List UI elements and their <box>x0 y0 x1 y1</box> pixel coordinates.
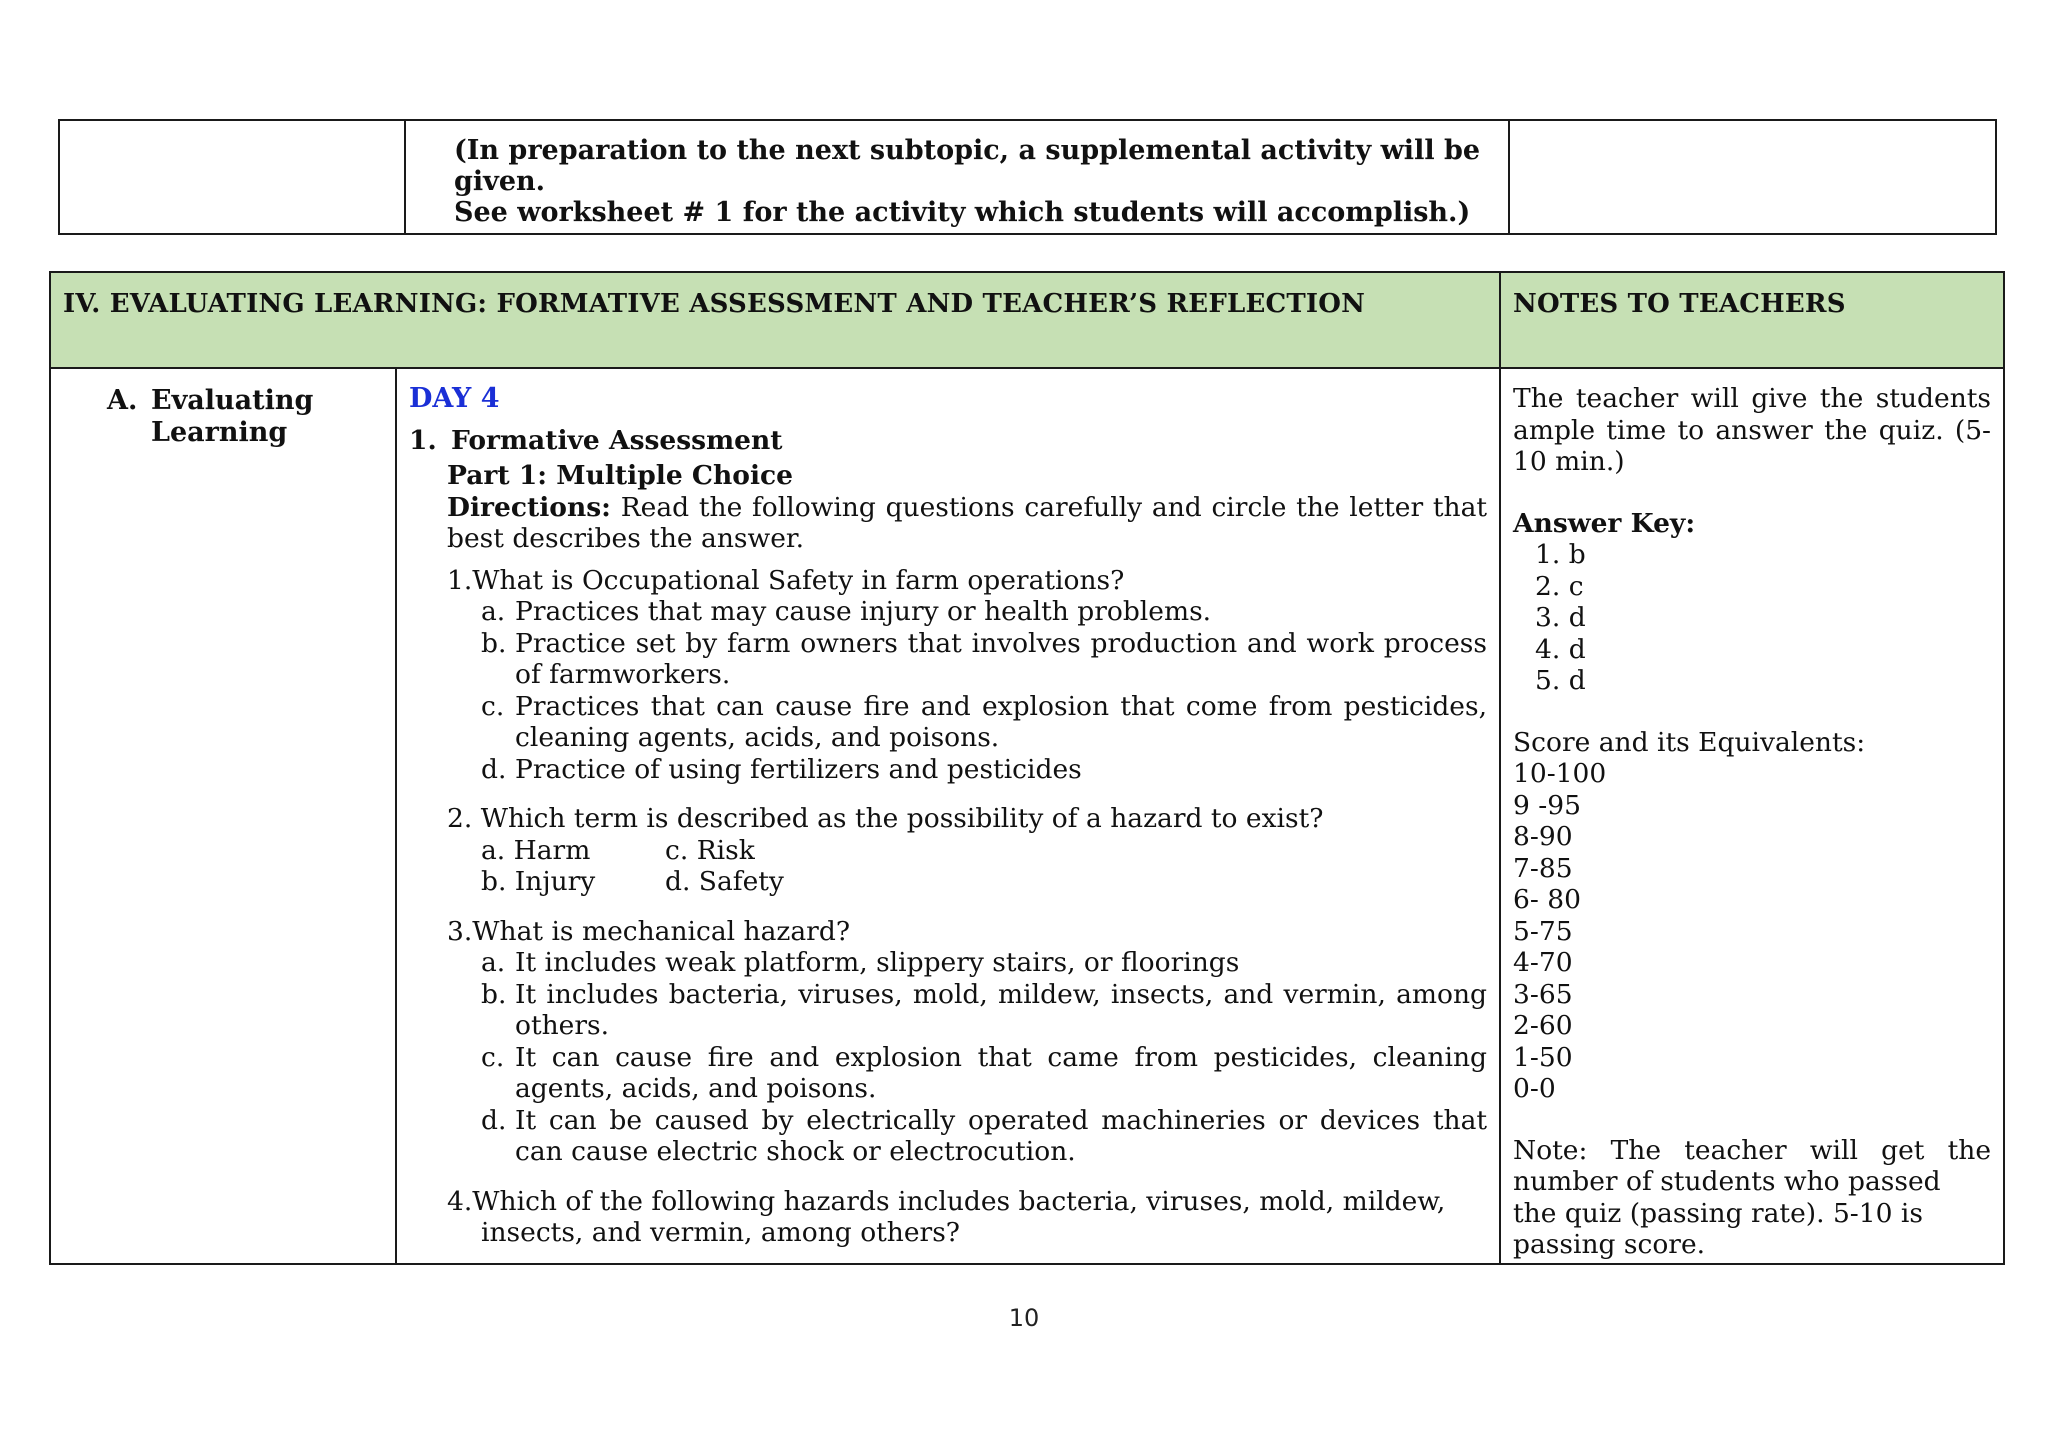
score-item: 3-65 <box>1513 978 1573 1010</box>
question-2-option-b: b. Injury <box>481 866 596 897</box>
answer-key-item: 4. d <box>1535 633 1586 665</box>
question-3-option-a: a. It includes weak platform, slippery stairs, or floorings <box>481 947 1240 978</box>
section-header-title: IV. EVALUATING LEARNING: FORMATIVE ASSESSMENT AND TEACHER’S REFLECTION <box>50 272 1500 368</box>
item-letter: A. <box>107 385 138 416</box>
item-label-line-1: Evaluating <box>151 385 314 416</box>
score-item: 6- 80 <box>1513 884 1581 915</box>
score-item: 8-90 <box>1513 821 1573 852</box>
answer-key-title: Answer Key: <box>1513 507 1696 539</box>
score-item: 2-60 <box>1513 1010 1573 1041</box>
preparation-empty-cell-left <box>59 120 405 234</box>
score-item: 0-0 <box>1513 1073 1556 1104</box>
part-title: Part 1: Multiple Choice <box>447 460 794 491</box>
question-3-option-c: c. It can cause fire and explosion that came from pesticides, cleaning agents, acids, and poisons. <box>481 1041 1488 1104</box>
answer-key-item: 1. b <box>1535 539 1586 570</box>
question-1-option-c: c. Practices that can cause fire and explosion that come from pesticides, cleaning agents, acids, and poisons. <box>481 690 1488 753</box>
notes-to-teachers-header: NOTES TO TEACHERS <box>1500 272 2004 368</box>
score-item: 1-50 <box>1513 1041 1573 1073</box>
score-equivalents-title: Score and its Equivalents: <box>1513 726 1866 758</box>
assessment-content-cell <box>396 368 1500 1264</box>
preparation-line-1: (In preparation to the next subtopic, a supplemental activity will be given. <box>454 135 1481 197</box>
question-2: 2. Which term is described as the possibility of a hazard to exist? <box>447 803 1324 834</box>
passing-note <box>1513 1135 1991 1261</box>
question-1-option-b: b. Practice set by farm owners that involves production and work process of farmworkers. <box>481 627 1488 690</box>
section-header-row <box>50 272 2004 368</box>
assessment-number: 1. <box>409 424 437 456</box>
question-2-options <box>481 835 1487 898</box>
day-label: DAY 4 <box>409 383 500 414</box>
score-item: 5-75 <box>1513 915 1573 947</box>
question-2-option-d: d. Safety <box>665 866 784 897</box>
passing-note-line-1: Note: The teacher will get the <box>1513 1134 1992 1166</box>
question-4-continued: insects, and vermin, among others? <box>481 1217 961 1248</box>
passing-note-line-2: number of students who passed <box>1513 1166 1941 1197</box>
answer-key-item: 5. d <box>1535 665 1586 696</box>
evaluating-learning-table <box>49 271 2005 1265</box>
notes-to-teachers-cell <box>1500 368 2004 1264</box>
assessment-title-text: Formative Assessment <box>451 424 783 456</box>
score-equivalents-list <box>1513 758 1991 1105</box>
score-item: 4-70 <box>1513 947 1573 978</box>
score-item: 10-100 <box>1513 758 1607 789</box>
preparation-note-cell <box>405 120 1509 234</box>
directions-label: Directions: <box>447 491 611 523</box>
evaluating-learning-row <box>50 368 2004 1264</box>
question-1-option-a: a. Practices that may cause injury or health problems. <box>481 596 1212 627</box>
score-item: 9 -95 <box>1513 789 1581 821</box>
question-3-option-b: b. It includes bacteria, viruses, mold, mildew, insects, and vermin, among others. <box>481 978 1488 1041</box>
question-2-option-a: a. Harm <box>481 834 591 866</box>
directions <box>447 492 1487 555</box>
answer-key-list <box>1535 539 1991 697</box>
question-2-option-c: c. Risk <box>665 834 755 866</box>
answer-key-item: 2. c <box>1535 570 1584 602</box>
assessment-title <box>409 425 1487 457</box>
preparation-empty-cell-right <box>1509 120 1996 234</box>
question-4: 4.Which of the following hazards includes bacteria, viruses, mold, mildew, <box>447 1185 1446 1217</box>
score-item: 7-85 <box>1513 852 1573 884</box>
page-number: 10 <box>1008 1304 1040 1332</box>
question-1: 1.What is Occupational Safety in farm operations? <box>447 564 1125 596</box>
question-1-option-d: d. Practice of using fertilizers and pesticides <box>481 753 1082 785</box>
answer-key-item: 3. d <box>1535 602 1586 633</box>
passing-note-line-4: passing score. <box>1513 1229 1706 1260</box>
preparation-table <box>58 119 1997 235</box>
question-3: 3.What is mechanical hazard? <box>447 915 851 947</box>
directions-text: Read the following questions carefully and circle the letter that best describes the answer. <box>447 491 1488 554</box>
item-label-cell <box>50 368 396 1264</box>
preparation-line-2: See worksheet # 1 for the activity which students will accomplish.) <box>454 197 1471 228</box>
passing-note-line-3: the quiz (passing rate). 5-10 is <box>1513 1197 1923 1229</box>
notes-intro: The teacher will give the students ample time to answer the quiz. (5-10 min.) <box>1513 383 1992 477</box>
question-3-option-d: d. It can be caused by electrically operated machineries or devices that can cause electric shock or electrocution. <box>481 1104 1488 1167</box>
item-label-line-2: Learning <box>151 417 288 448</box>
